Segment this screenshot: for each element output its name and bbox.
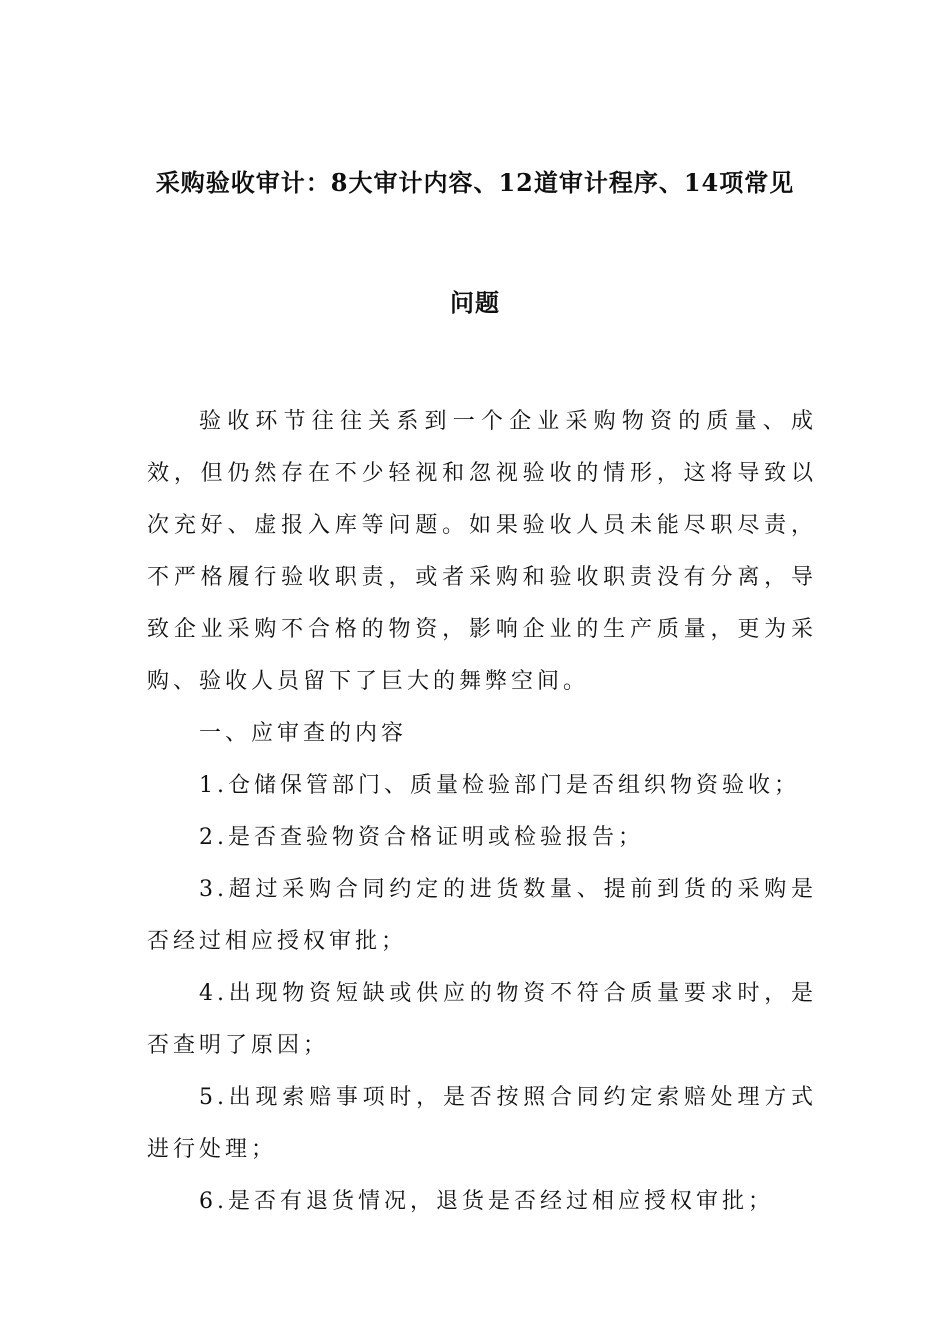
document-title-line-1: 采购验收审计：8大审计内容、12道审计程序、14项常见 — [155, 168, 795, 197]
list-item: 1.仓储保管部门、质量检验部门是否组织物资验收； — [199, 773, 800, 798]
list-item: 6.是否有退货情况，退货是否经过相应授权审批； — [199, 1189, 774, 1214]
intro-paragraph: 验收环节往往关系到一个企业采购物资的质量、成效，但仍然存在不少轻视和忽视验收的情形，这将导致以次充好、虚报入库等问题。如果验收人员未能尽职尽责，不严格履行验收职责，或者采购和验收职责没有分离，导致企业采购不合格的物资，影响企业的生产质量，更为采购、验收人员留下了巨大的舞弊空间。 — [147, 409, 817, 694]
list-item: 2.是否查验物资合格证明或检验报告； — [199, 825, 644, 850]
section-heading: 一、应审查的内容 — [199, 721, 408, 746]
document-title-line-2: 问题 — [450, 288, 500, 317]
list-item: 5.出现索赔事项时，是否按照合同约定索赔处理方式进行处理； — [147, 1085, 817, 1162]
document-body — [147, 396, 817, 1228]
list-item: 4.出现物资短缺或供应的物资不符合质量要求时，是否查明了原因； — [147, 981, 817, 1058]
list-item: 3.超过采购合同约定的进货数量、提前到货的采购是否经过相应授权审批； — [147, 877, 817, 954]
